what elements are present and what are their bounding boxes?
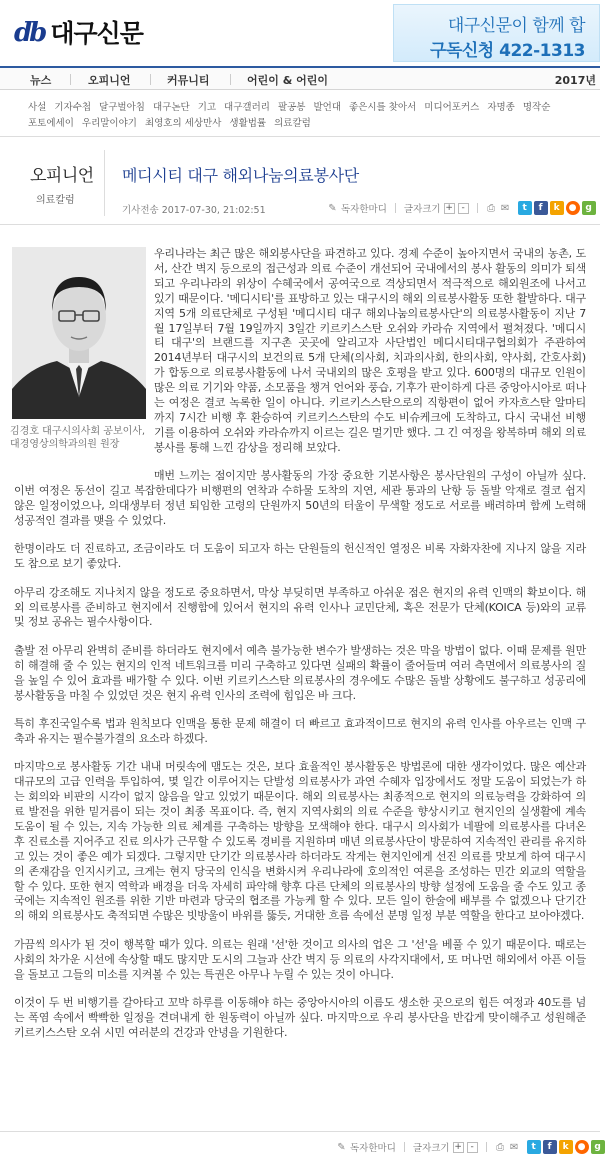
subnav-item[interactable]: 기자수첩 (54, 102, 92, 113)
kakao-icon[interactable]: k (559, 1140, 573, 1154)
article-paragraph: 가끔씩 의사가 된 것이 행복할 때가 있다. 의료는 원래 '선'한 것이고 의사의 업은 그 '선'을 베풀 수 있기 때문이다. 때로는 사회의 차가운 시선에 속상할 때도 많지만 도시의 그늘과 산간 벽지 등 의료의 사각지대에서, 또 머나먼 해외에서 아픈 이들을 돌보고 그들의 미소를 지켜볼 수 있는 특권은 아무나 누릴 수 있는 것이 아니다. (14, 937, 586, 981)
article-paragraph: 아무리 강조해도 지나치지 않을 정도로 중요하면서, 막상 부딪히면 부족하고 아쉬운 점은 현지의 유력 인맥의 확보이다. 해외 의료봉사를 준비하고 현지에서 진행함에 있어서 현지의 유력 인사나 교민단체, 혹은 전문가 단체(KOICA 등)와의 교류 및 정보 공유는 필수사항이다. (14, 585, 586, 629)
nav-divider (230, 74, 231, 85)
nav-divider (70, 74, 71, 85)
google-plus-icon[interactable]: g (591, 1140, 605, 1154)
nav-item-news[interactable]: 뉴스 (30, 74, 52, 87)
sub-nav-row (28, 115, 600, 129)
twitter-icon[interactable]: t (527, 1140, 541, 1154)
subnav-item[interactable]: 좋은시를 찾아서 (349, 102, 417, 113)
article-paragraph: 특히 후진국일수록 법과 원칙보다 인맥을 통한 문제 해결이 더 빠르고 효과적이므로 현지의 유력 인사를 아우르는 인맥 구축과 유지는 필수불가결의 요소라 하겠다. (14, 716, 586, 745)
font-decrease-button[interactable]: - (458, 203, 469, 214)
kakao-icon[interactable]: k (550, 201, 564, 215)
blog-icon[interactable]: ● (566, 201, 580, 215)
google-plus-icon[interactable]: g (582, 201, 596, 215)
logo-mark: db (14, 18, 45, 48)
current-date: 2017년 (554, 74, 596, 87)
section-title: 오피니언 (30, 166, 94, 186)
article-tools-bottom (336, 1140, 605, 1154)
article-title: 메디시티 대구 해외나눔의료봉사단 (122, 166, 359, 185)
subnav-item[interactable]: 팔공봉 (277, 102, 306, 113)
facebook-icon[interactable]: f (543, 1140, 557, 1154)
article-paragraph: 매번 느끼는 점이지만 봉사활동의 가장 중요한 기본사항은 봉사단원의 구성이 아닐까 싶다. 이번 여정은 동선이 길고 복잡한데다가 비행편의 연착과 수하물 도착의 지연, 세관 통과의 난항 등 돌발 악재로 결코 쉽지 않은 일정이었으나, 의대생부터 정년 퇴임한 고령의 단원까지 50년의 터울이 무색할 정도로 서로를 배려하며 함께 노력해 성공적인 결과를 맺을 수 있었다. (14, 469, 586, 527)
reader-opinion-link[interactable]: 독자한마디 (341, 204, 387, 215)
subnav-item[interactable]: 의료칼럼 (274, 118, 311, 129)
logo-text: 대구신문 (50, 18, 143, 48)
subnav-item[interactable]: 명작순 (522, 102, 551, 113)
subnav-item[interactable]: 대구갤러리 (224, 102, 270, 113)
nav-item-opinion[interactable]: 오피니언 (88, 74, 131, 87)
subnav-item[interactable]: 우리말이야기 (81, 118, 137, 129)
article-paragraph: 마지막으로 봉사활동 기간 내내 머릿속에 맴도는 것은, 보다 효율적인 봉사활동은 방법론에 대한 생각이었다. 많은 예산과 대규모의 고급 인력을 투입하여, 몇 일간 이루어지는 단발성 의료봉사가 과연 수혜자 입장에서도 정말 도움이 되었는가 하는 회의와 비판의 시각이 없지 않음을 알고 있었기 때문이다. 해외 의료봉사는 최종적으로 현지의 의료능력을 강화하여 의료 발전을 위한 밑거름이 되는 것이 최종 목표이다. 즉, 현지 지역사회의 의료 수준을 향상시키고 현지인의 실생활에 계속 도움이 될 수 있는, 지속 가능한 의료 체계를 구축하는 방향을 모색해야 한다. 대구시 의사회가 네팔에 의료봉사를 다녀온 후 진료소를 지어주고 진료 의사가 근무할 수 있도록 경비를 지원하며 매년 의료봉사단이 방문하여 지속적인 관리를 유지하고 있는 것이 좋은 예가 되겠다. 그렇지만 단기간 의료봉사라 하더라도 작게는 현지인에게 선진 의료를 맛보게 하여 대구시의 존재감을 인지시키고, 크게는 현지 당국의 인식을 변화시켜 우리나라에 호의적인 여론을 조성하는 민간 외교의 역할을 할 수 있다. 또한 현지 역학과 배경을 더욱 자세히 파악해 향후 다른 단체의 의료봉사의 방향 설정에 도움을 줄 수도 있고 종국에는 지속적인 원조를 위한 기반 마련과 당국의 협조를 가능케 할 수 있다. 모든 일이 한술에 배부를 수 없겠으나 단기간의 해외 의료봉사도 축적되면 수많은 빗방울이 바위를 뚫듯, 거대한 흐름 속에선 분명 일정 부분 역할을 한다고 보아야겠다. (14, 760, 586, 923)
font-increase-button[interactable]: + (454, 1141, 462, 1152)
ad-headline: 대구신문이 함께 합 (447, 16, 585, 36)
subnav-item[interactable]: 생활법률 (229, 118, 267, 129)
subnav-item[interactable]: 미디어포커스 (424, 102, 480, 113)
article-paragraph: 한명이라도 더 진료하고, 조금이라도 더 도움이 되고자 하는 단원들의 헌신적인 열정은 비록 자화자찬에 지나지 않을 지라도 참으로 보기 좋았다. (14, 542, 586, 571)
divider (477, 203, 478, 213)
subsection-title: 의료칼럼 (36, 195, 75, 206)
site-logo[interactable] (14, 20, 143, 46)
email-icon[interactable]: ✉ (500, 202, 510, 214)
divider (395, 203, 396, 213)
subnav-item[interactable]: 대구논단 (152, 102, 190, 113)
nav-item-kids[interactable]: 어린이 & 어린이 (247, 74, 329, 87)
ad-phone: 구독신청 422-1313 (430, 41, 585, 61)
article-paragraph: 출발 전 아무리 완벽히 준비를 하더라도 현지에서 예측 불가능한 변수가 발생하는 것은 막을 방법이 없다. 이때 문제를 원만히 해결해 줄 수 있는 현지의 인적 네트워크를 미리 구축하고 있다면 실패의 확률이 줄어들며 여러 측면에서 의료봉사의 질을 높일 수 있어 효과를 배가할 수 있다. 이번 키르키스스탄 의료봉사의 경우에도 수많은 돌발 상황에도 불구하고 성공리에 봉사활동을 마칠 수 있었던 것은 현지 유력 인사의 조력에 힘입은 바 크다. (14, 643, 586, 702)
font-size-label: 글자크기 (403, 204, 441, 215)
subnav-item[interactable]: 최영호의 세상만사 (144, 118, 222, 129)
font-decrease-button[interactable]: - (467, 1142, 478, 1153)
print-icon[interactable]: ⎙ (496, 1141, 505, 1153)
divider (404, 1142, 405, 1152)
sub-nav-row (28, 99, 600, 113)
article-paragraph: 이것이 두 번 비행기를 갈아타고 꼬박 하루를 이동해야 하는 중앙아시아의 이름도 생소한 곳으로의 힘든 여정과 40도를 넘는 폭염 속에서 빡빡한 일정을 견뎌내게 한 원동력이 아닐까 싶다. 마지막으로 우리 봉사단을 반갑게 맞이해주고 성원해준 키르키스스탄 오쉬 시민 여러분의 건강과 안녕을 기원한다. (14, 995, 586, 1039)
subnav-item[interactable]: 기고 (197, 102, 217, 113)
subnav-item[interactable]: 발언대 (313, 102, 341, 113)
divider (104, 150, 105, 216)
comment-icon: ✎ (328, 202, 337, 214)
share-buttons (518, 201, 596, 215)
print-icon[interactable]: ⎙ (487, 202, 496, 214)
subscription-ad-banner[interactable] (393, 4, 600, 62)
divider (0, 136, 600, 137)
divider (0, 224, 600, 225)
article-body (14, 247, 586, 1054)
main-nav (0, 66, 600, 90)
article-date: 기사전송 2017-07-30, 21:02:51 (122, 205, 266, 216)
article-meta (122, 200, 592, 216)
comment-icon: ✎ (337, 1141, 346, 1153)
top-header (0, 0, 600, 62)
reader-opinion-link[interactable]: 독자한마디 (350, 1143, 396, 1154)
sub-nav (0, 95, 600, 133)
font-increase-button[interactable]: + (445, 202, 453, 213)
subnav-item[interactable]: 자명종 (487, 102, 515, 113)
divider (486, 1142, 487, 1152)
photo-caption: 김경호 대구시의사회 공보이사, 대경영상의학과의원 원장 (10, 426, 146, 450)
font-size-label: 글자크기 (412, 1143, 450, 1154)
subnav-item[interactable]: 포토에세이 (28, 118, 74, 129)
twitter-icon[interactable]: t (518, 201, 532, 215)
subnav-item[interactable]: 달구벌아침 (99, 102, 145, 113)
subnav-item[interactable]: 사설 (28, 102, 47, 113)
blog-icon[interactable]: ● (575, 1140, 589, 1154)
article-paragraph: 우리나라는 최근 많은 해외봉사단을 파견하고 있다. 경제 수준이 높아지면서 국내의 농촌, 도서, 산간 벽지 등으로의 접근성과 의료 수준이 개선되어 국내에서의 봉사 활동의 의미가 퇴색되고 우리나라의 위상이 수혜국에서 공여국으로 격상되면서 적극적으로 해외원조에 나서고 있기 때문이다. '메디시티'를 표방하고 있는 대구시의 해외 의료봉사활동 또한 활발하다. 대구지역 5개 의료단체로 구성된 '메디시티 대구 해외나눔의료봉사단'의 의료봉사활동이 지난 7월 17일부터 7월 19일까지 3일간 키르키스스탄 오쉬와 카라슈 지역에서 펼쳐졌다. '메디시티 대구'의 브랜드를 지구촌 곳곳에 알리고자 사단법인 메디시티대구협의회가 주관하여 2014년부터 대구시의 보건의료 5개 단체(의사회, 치과의사회, 한의사회, 약사회, 간호사회)가 합동으로 의료봉사활동에 나서 국내외의 많은 호평을 받고 있다. 600명의 대규모 인원이 많은 의료 기기와 약품, 소모품을 챙겨 언어와 풍습, 기후가 판이하게 다른 중앙아시아로 떠나는 여정은 결코 녹록한 일이 아니다. 키르키스스탄으로의 직항편이 없어 카자흐스탄 알마티까지 7시간 비행 후 환승하여 키르키스스탄의 수도 비슈케크에 도착하고, 다시 국내선 비행기를 이용하여 오쉬와 카라슈까지 이르는 길은 멀기만 했다. 그 긴 여정을 왕복하며 해외 의료봉사를 통해 느낀 감상을 정리해 보았다. (154, 247, 586, 454)
divider (0, 1131, 600, 1132)
nav-divider (150, 74, 151, 85)
photo-spacer (14, 247, 154, 475)
nav-item-community[interactable]: 커뮤니티 (167, 74, 210, 87)
article-tools (327, 200, 596, 216)
share-buttons (527, 1140, 605, 1154)
facebook-icon[interactable]: f (534, 201, 548, 215)
email-icon[interactable]: ✉ (509, 1141, 519, 1153)
